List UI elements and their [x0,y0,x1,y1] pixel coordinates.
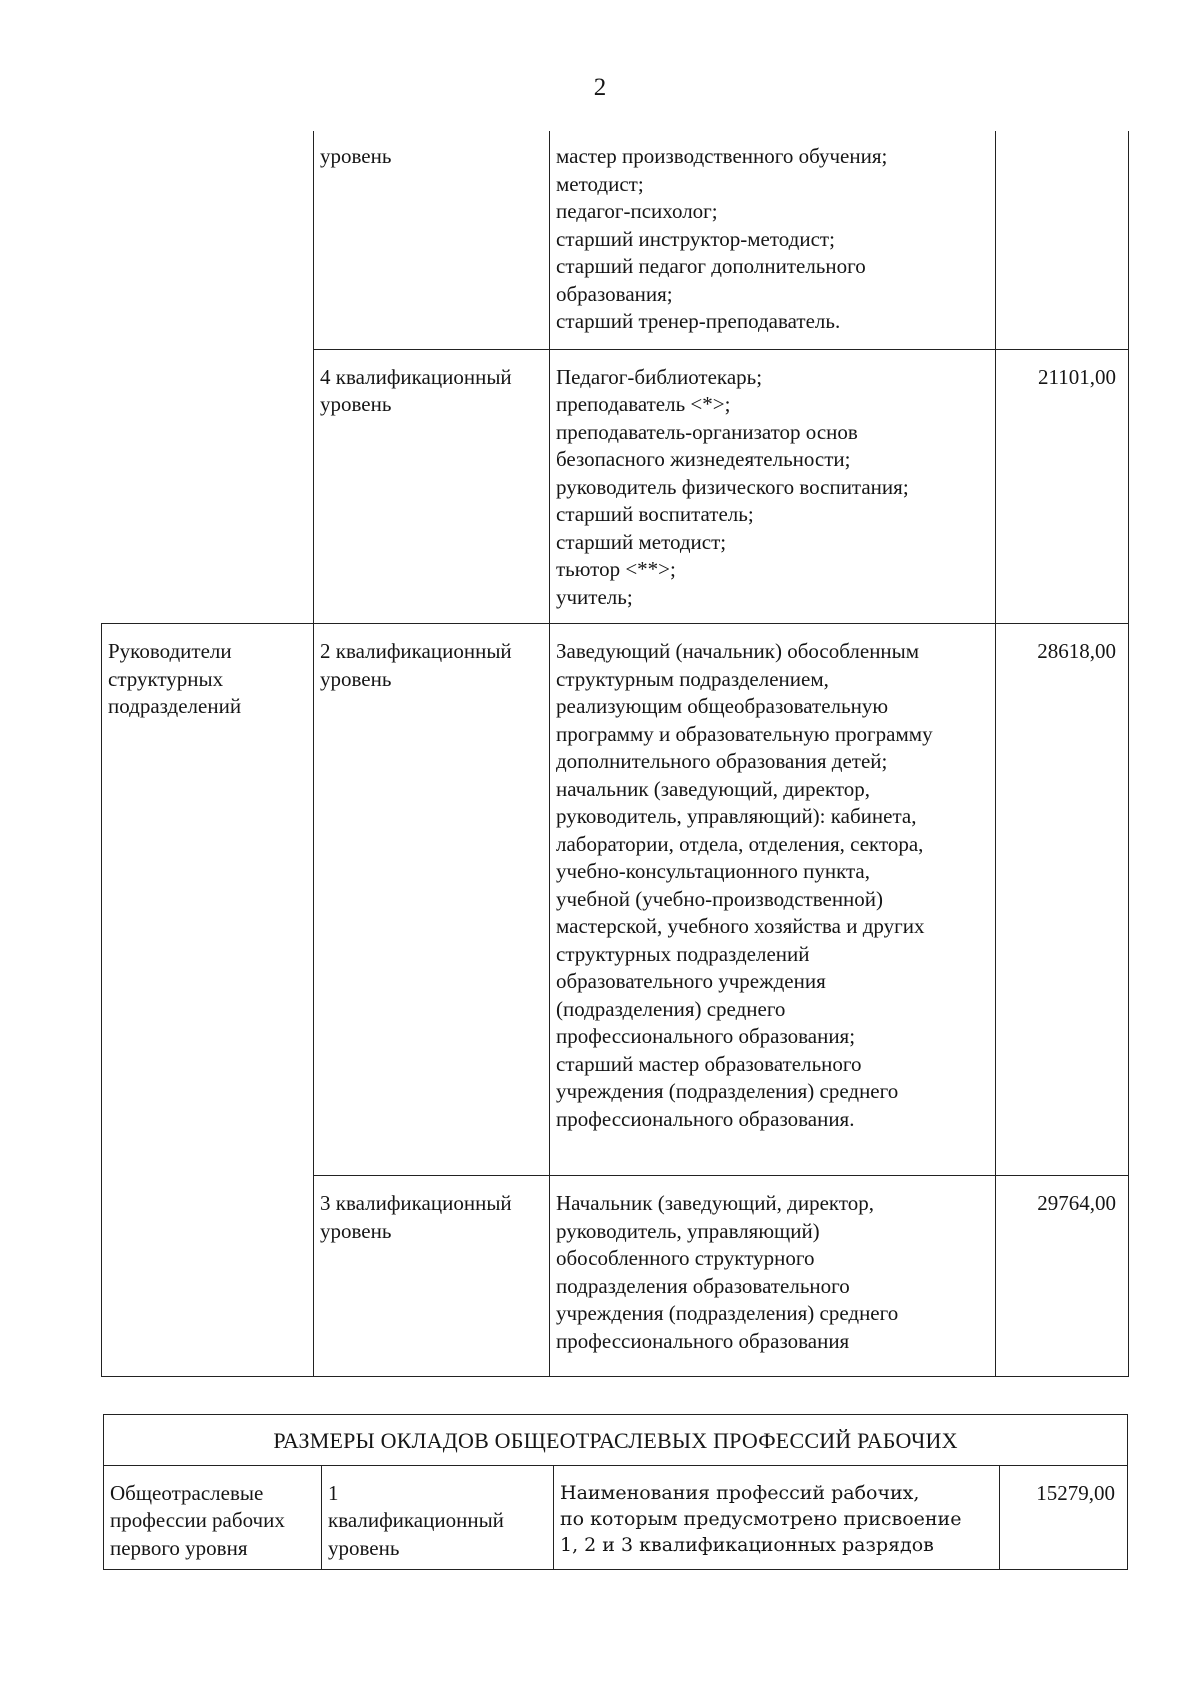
position-line: образовательного учреждения [556,969,826,993]
salary-cell [996,131,1129,349]
positions-cell [550,131,996,349]
position-line: программу и образовательную программу [556,721,933,746]
group-cell [104,1465,322,1569]
position-line: преподаватель <*>; [556,392,731,416]
group-cell [102,1176,314,1377]
position-line: обособленного структурного [556,1246,815,1270]
page-number: 2 [593,74,607,101]
position-line: дополнительного образования детей; [556,749,888,773]
position-line: (подразделения) среднего [556,996,786,1021]
table-row [104,1465,1128,1569]
position-line: 1, 2 и 3 квалификационных разрядов [560,1533,934,1556]
table-row [102,131,1129,349]
group-line: первого уровня [110,1535,248,1560]
position-line: старший тренер-преподаватель. [556,309,841,333]
level-line: квалификационный [328,1508,504,1532]
group-cell [102,624,314,1176]
position-line: профессионального образования. [556,1106,855,1131]
level-cell [314,1176,550,1377]
position-line: лаборатории, отдела, отделения, сектора, [556,831,924,856]
position-line: по которым предусмотрено присвоение [560,1507,962,1530]
level-cell [314,624,550,1176]
position-line: начальник (заведующий, директор, [556,776,871,801]
salary-table-workers [103,1414,1128,1570]
salary-cell: 21101,00 [996,349,1129,624]
salary-cell: 29764,00 [996,1176,1129,1377]
level-line: уровень [320,392,392,416]
position-line: методист; [556,171,644,196]
table-row [102,624,1129,1176]
table-row [102,349,1129,624]
positions-cell [554,1465,1000,1569]
position-line: Начальник (заведующий, директор, [556,1191,874,1215]
table-title-row [104,1415,1128,1466]
position-line: учитель; [556,584,633,609]
position-line: руководитель, управляющий): кабинета, [556,804,917,828]
group-line: структурных [108,666,224,691]
level-cell [314,349,550,624]
position-line: безопасного жизнедеятельности; [556,447,851,471]
position-line: профессионального образования; [556,1024,856,1048]
position-line: учебной (учебно-производственной) [556,886,884,911]
position-line: Наименования профессий рабочих, [560,1481,920,1504]
position-line: старший мастер образовательного [556,1051,862,1076]
level-cell [314,131,550,349]
group-line: Общеотраслевые [110,1480,264,1505]
position-line: профессионального образования [556,1328,850,1353]
position-line: учреждения (подразделения) среднего [556,1301,899,1325]
position-line: мастер производственного обучения; [556,144,888,168]
position-line: педагог-психолог; [556,199,718,223]
group-line: профессии рабочих [110,1508,285,1532]
group-cell [102,131,314,349]
level-cell [322,1465,554,1569]
level-line: уровень [320,144,392,168]
group-line: подразделений [108,694,242,718]
positions-cell [550,349,996,624]
salary-cell: 28618,00 [996,624,1129,1176]
table-title: РАЗМЕРЫ ОКЛАДОВ ОБЩЕОТРАСЛЕВЫХ ПРОФЕССИЙ РАБОЧИХ [104,1415,1128,1466]
level-line: 4 квалификационный [320,364,512,389]
position-line: старший методист; [556,529,727,554]
table-row [102,1176,1129,1377]
level-line: 2 квалификационный [320,639,512,663]
salary-table-pedagogical [101,131,1129,1377]
position-line: старший инструктор-методист; [556,226,835,251]
positions-cell [550,1176,996,1377]
position-line: реализующим общеобразовательную [556,694,889,718]
group-line: Руководители [108,639,232,663]
salary-cell: 15279,00 [1000,1465,1128,1569]
position-line: подразделения образовательного [556,1273,850,1298]
position-line: учреждения (подразделения) среднего [556,1079,899,1103]
position-line: преподаватель-организатор основ [556,419,858,444]
level-line: уровень [320,666,392,691]
position-line: структурным подразделением, [556,666,829,691]
position-line: образования; [556,281,673,306]
position-line: учебно-консультационного пункта, [556,859,871,883]
group-cell [102,349,314,624]
position-line: мастерской, учебного хозяйства и других [556,914,925,938]
position-line: структурных подразделений [556,941,810,966]
level-line: уровень [320,1218,392,1243]
level-line: 1 [328,1480,339,1505]
position-line: старший воспитатель; [556,502,754,526]
level-line: 3 квалификационный [320,1191,512,1215]
position-line: старший педагог дополнительного [556,254,866,278]
level-line: уровень [328,1535,400,1560]
position-line: Педагог-библиотекарь; [556,364,763,389]
positions-cell [550,624,996,1176]
position-line: тьютор <**>; [556,557,676,581]
position-line: Заведующий (начальник) обособленным [556,639,920,663]
position-line: руководитель, управляющий) [556,1218,820,1243]
position-line: руководитель физического воспитания; [556,474,909,499]
